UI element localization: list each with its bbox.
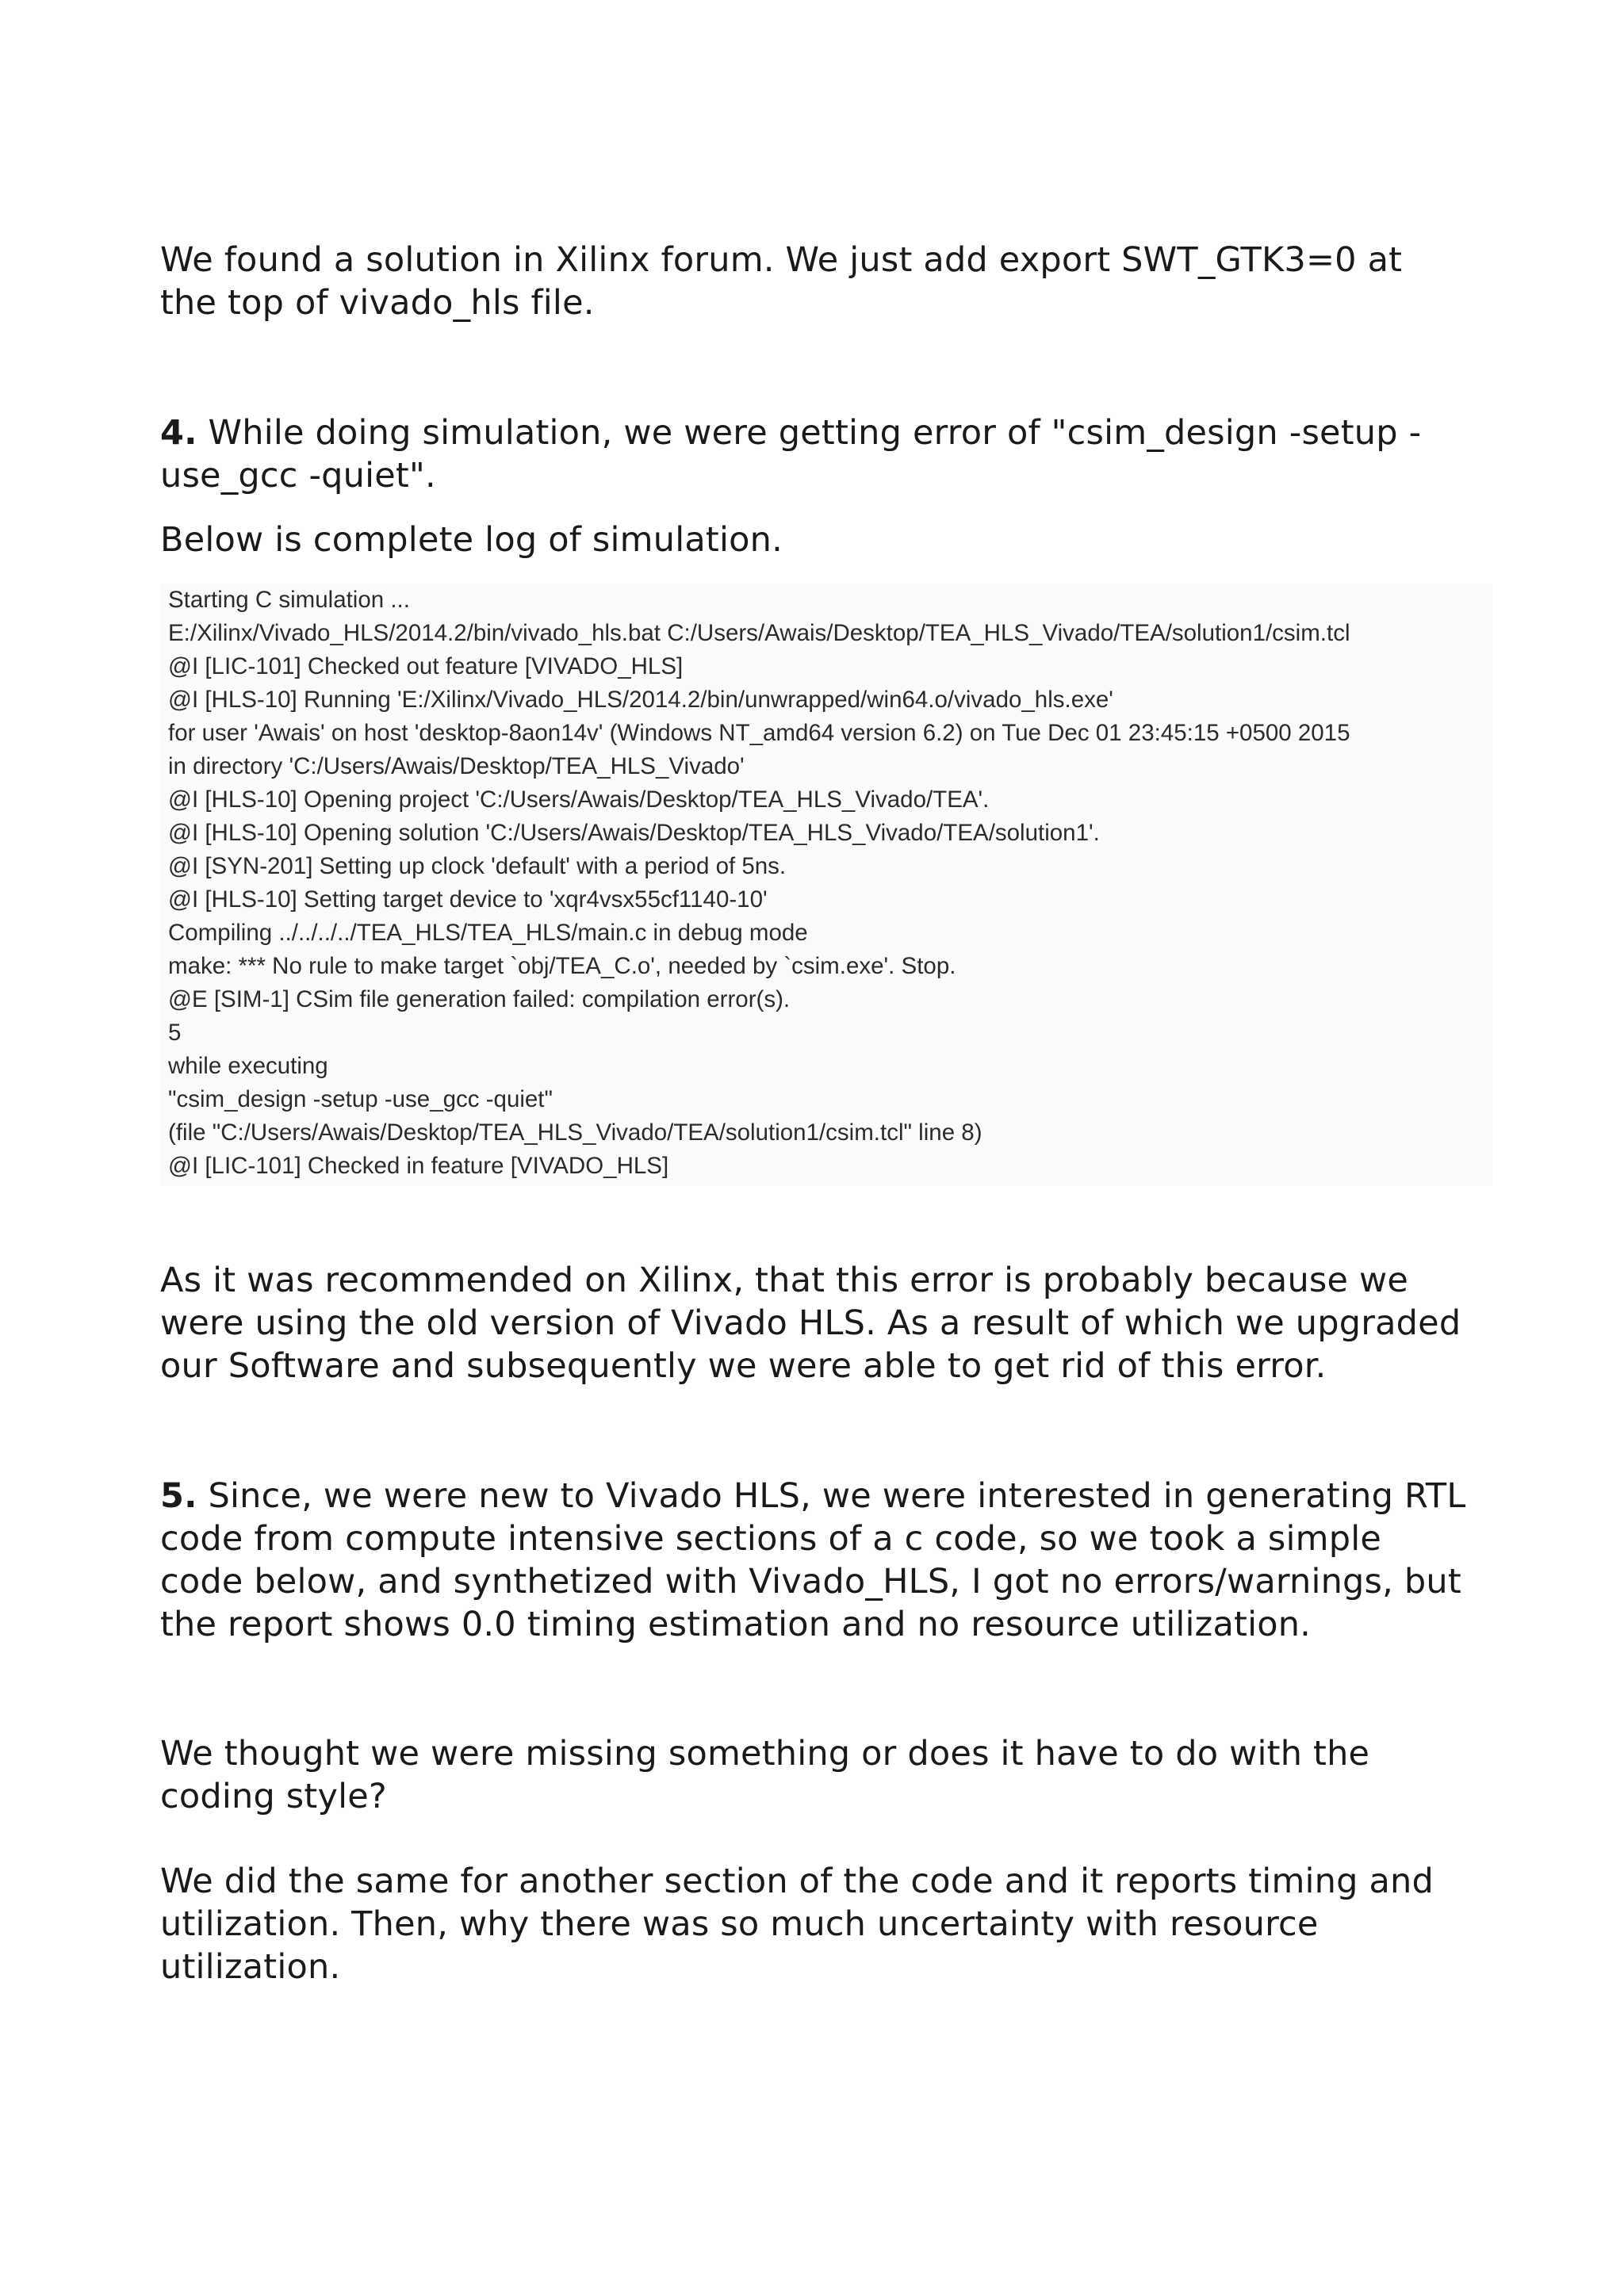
log-line: @I [HLS-10] Running 'E:/Xilinx/Vivado_HLS/2014.2/bin/unwrapped/win64.o/vivado_hls.exe'	[168, 687, 1113, 713]
log-line: Starting C simulation ...	[168, 587, 410, 613]
log-line: @I [LIC-101] Checked out feature [VIVADO_HLS]	[168, 653, 684, 679]
paragraph-upgrade	[160, 1259, 1469, 1387]
log-line: @I [HLS-10] Opening project 'C:/Users/Awais/Desktop/TEA_HLS_Vivado/TEA'.	[168, 786, 990, 813]
log-line: @E [SIM-1] CSim file generation failed: compilation error(s).	[168, 986, 791, 1012]
paragraph-solution	[160, 239, 1469, 324]
log-line: in directory 'C:/Users/Awais/Desktop/TEA_HLS_Vivado'	[168, 753, 745, 779]
simulation-log-screenshot	[160, 584, 1492, 1186]
log-line: for user 'Awais' on host 'desktop-8aon14v' (Windows NT_amd64 version 6.2) on Tue Dec 01 23:45:15 +0500 2015	[168, 720, 1350, 746]
paragraph-item-4-text: While doing simulation, we were getting error of "csim_design -setup -use_gcc -quiet".	[160, 413, 1422, 496]
log-line: @I [HLS-10] Opening solution 'C:/Users/Awais/Desktop/TEA_HLS_Vivado/TEA/solution1'.	[168, 820, 1100, 846]
paragraph-followup	[160, 1860, 1469, 1988]
paragraph-item-5	[160, 1475, 1469, 1646]
log-line: Compiling ../../../../TEA_HLS/TEA_HLS/main.c in debug mode	[168, 920, 808, 946]
paragraph-item-5-text: Since, we were new to Vivado HLS, we were interested in generating RTL code from compute intensive sections of a c code, so we took a simple code below, and synthetized with Vivado_HLS, I got no errors/warnings, but the report shows 0.0 timing estimation and no resource utilization.	[160, 1476, 1466, 1644]
paragraph-log-intro-text: Below is complete log of simulation.	[160, 520, 783, 560]
log-line: E:/Xilinx/Vivado_HLS/2014.2/bin/vivado_hls.bat C:/Users/Awais/Desktop/TEA_HLS_Vivado/TEA/solution1/csim.tcl	[168, 620, 1350, 646]
log-line: (file "C:/Users/Awais/Desktop/TEA_HLS_Vivado/TEA/solution1/csim.tcl" line 8)	[168, 1119, 982, 1146]
log-line: while executing	[168, 1053, 328, 1079]
log-line: @I [LIC-101] Checked in feature [VIVADO_HLS]	[168, 1153, 669, 1179]
log-line: @I [SYN-201] Setting up clock 'default' with a period of 5ns.	[168, 853, 787, 879]
paragraph-solution-text: We found a solution in Xilinx forum. We just add export SWT_GTK3=0 at the top of vivado_hls file.	[160, 240, 1403, 323]
log-line: @I [HLS-10] Setting target device to 'xqr4vsx55cf1140-10'	[168, 886, 768, 913]
paragraph-question-text: We thought we were missing something or does it have to do with the coding style?	[160, 1734, 1370, 1816]
log-line: 5	[168, 1020, 182, 1046]
item-number-4: 4.	[160, 413, 197, 453]
paragraph-followup-text: We did the same for another section of the code and it reports timing and utilization. Then, why there was so much uncertainty with resource utilization.	[160, 1862, 1434, 1987]
item-number-5: 5.	[160, 1476, 197, 1516]
log-line: "csim_design -setup -use_gcc -quiet"	[168, 1086, 553, 1112]
paragraph-upgrade-text: As it was recommended on Xilinx, that this error is probably because we were using the old version of Vivado HLS. As a result of which we upgraded our Software and subsequently we were able to get rid of this error.	[160, 1261, 1461, 1386]
log-line: make: *** No rule to make target `obj/TEA_C.o', needed by `csim.exe'. Stop.	[168, 953, 956, 979]
paragraph-question	[160, 1732, 1469, 1818]
paragraph-log-intro	[160, 519, 1469, 561]
paragraph-item-4	[160, 411, 1469, 497]
